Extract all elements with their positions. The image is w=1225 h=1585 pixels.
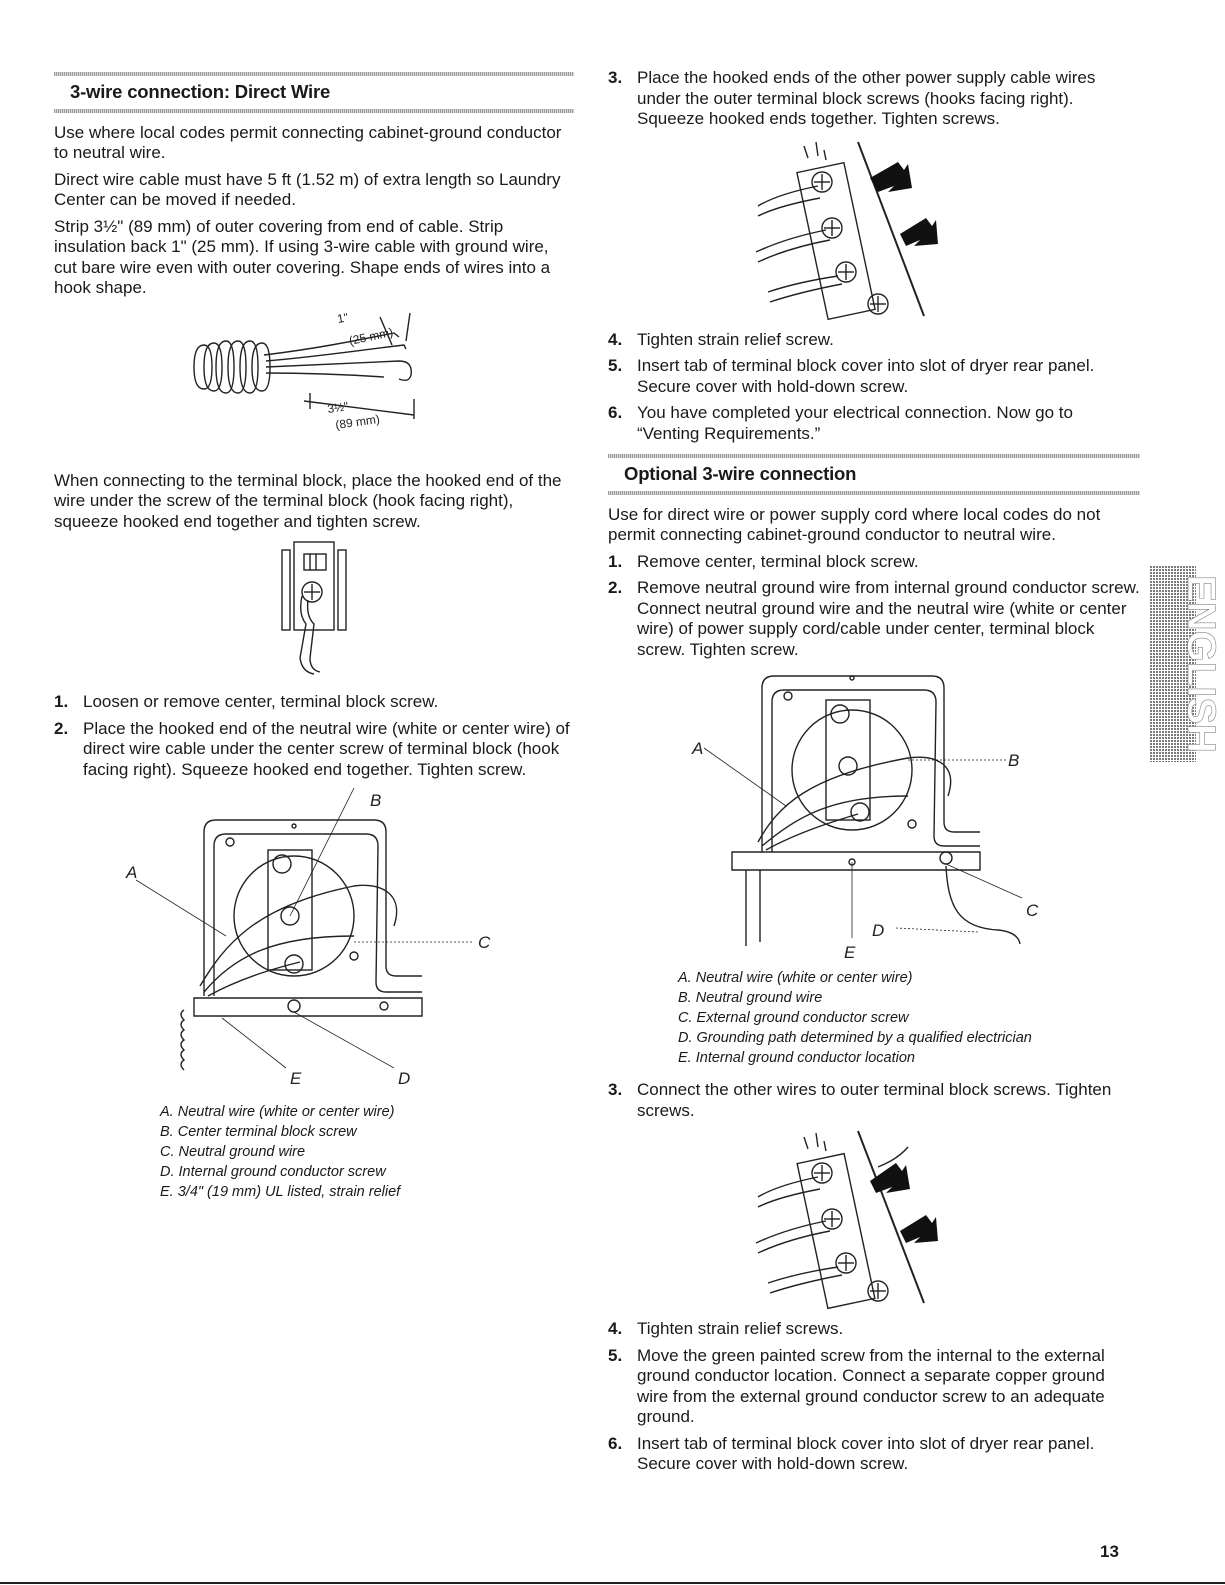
caption-line: D. Grounding path determined by a qualified electrician bbox=[678, 1030, 1032, 1046]
step-item bbox=[608, 1319, 1140, 1340]
page-number: 13 bbox=[1100, 1542, 1119, 1561]
step-text: Connect the other wires to outer terminal block screws. Tighten screws. bbox=[637, 1080, 1112, 1120]
figure-caption bbox=[678, 968, 1140, 1068]
paragraph: Use for direct wire or power supply cord where local codes do not permit connecting cabinet-ground conductor to neutral wire. bbox=[608, 504, 1101, 544]
step-text: Tighten strain relief screw. bbox=[637, 329, 834, 349]
label-a: A bbox=[126, 863, 138, 882]
caption-line: A. Neutral wire (white or center wire) bbox=[678, 970, 913, 986]
caption-line: E. Internal ground conductor location bbox=[678, 1050, 915, 1066]
label-b: B bbox=[370, 791, 382, 810]
step-number: 6. bbox=[608, 1433, 623, 1453]
step-number: 4. bbox=[608, 329, 623, 349]
paragraph: Direct wire cable must have 5 ft (1.52 m) of extra length so Laundry Center can be moved if needed. bbox=[54, 169, 561, 209]
step-number: 1. bbox=[54, 692, 69, 711]
step-number: 5. bbox=[608, 1345, 623, 1365]
caption-line: D. Internal ground conductor screw bbox=[160, 1164, 386, 1180]
paragraph: Strip 3½" (89 mm) of outer covering from end of cable. Strip insulation back 1" (25 mm). If using 3-wire cable with ground wire, cut bare wire even with outer covering. Shape ends of wires into a hook shape. bbox=[54, 216, 551, 297]
step-text: Loosen or remove center, terminal block screw. bbox=[83, 692, 439, 711]
bottom-border bbox=[0, 1582, 1225, 1584]
label-c: C bbox=[478, 933, 491, 952]
step-item bbox=[54, 692, 574, 713]
label-d: D bbox=[872, 921, 885, 940]
heading-rule-bottom bbox=[54, 109, 574, 113]
step-number: 2. bbox=[608, 578, 623, 597]
heading-rule-top bbox=[54, 72, 574, 76]
step-item bbox=[608, 68, 1140, 130]
step-text: You have completed your electrical connection. Now go to “Venting Requirements.” bbox=[637, 403, 1073, 443]
step-text: Insert tab of terminal block cover into slot of dryer rear panel. Secure cover with hold-down screw. bbox=[637, 356, 1095, 396]
step-number: 3. bbox=[608, 1080, 623, 1099]
figure-caption bbox=[160, 1102, 574, 1202]
step-number: 5. bbox=[608, 356, 623, 375]
optional-terminal-block-illustration bbox=[608, 666, 1140, 962]
caption-line: C. External ground conductor screw bbox=[678, 1010, 909, 1026]
section-heading-optional: Optional 3-wire connection bbox=[624, 463, 857, 484]
step-item bbox=[608, 356, 1140, 397]
label-e: E bbox=[290, 1069, 302, 1088]
outer-screws-illustration bbox=[608, 136, 1140, 324]
terminal-block-illustration bbox=[54, 786, 574, 1096]
label-c: C bbox=[1026, 901, 1039, 920]
step-text: Remove neutral ground wire from internal ground conductor screw. Connect neutral ground wire and the neutral wire (white or center wire) of power supply cord/cable under center, terminal block screw. Tighten screw. bbox=[637, 578, 1140, 659]
step-item bbox=[54, 719, 574, 781]
paragraph: Use where local codes permit connecting cabinet-ground conductor to neutral wire. bbox=[54, 122, 562, 162]
dimension-label: (89 mm) bbox=[334, 411, 381, 432]
dimension-label: (25 mm) bbox=[347, 324, 395, 348]
left-column bbox=[54, 72, 574, 1214]
step-text: Place the hooked ends of the other power supply cable wires under the outer terminal block screws (hooks facing right). Squeeze hooked ends together. Tighten screws. bbox=[637, 68, 1096, 128]
dimension-label: 1" bbox=[336, 309, 350, 326]
step-number: 1. bbox=[608, 551, 623, 571]
step-item bbox=[608, 552, 1140, 573]
step-item bbox=[608, 1346, 1140, 1428]
step-number: 2. bbox=[54, 718, 69, 738]
steps-list bbox=[608, 68, 1140, 130]
step-item bbox=[608, 403, 1140, 444]
step-item bbox=[608, 1080, 1140, 1121]
label-e: E bbox=[844, 943, 856, 962]
label-b: B bbox=[1008, 751, 1020, 770]
paragraph: When connecting to the terminal block, place the hooked end of the wire under the screw of the terminal block (hook facing right), squeeze hooked end together and tighten screw. bbox=[54, 470, 562, 531]
language-side-tab bbox=[1150, 566, 1223, 762]
caption-line: B. Center terminal block screw bbox=[160, 1124, 357, 1140]
step-item bbox=[608, 578, 1140, 660]
caption-line: A. Neutral wire (white or center wire) bbox=[160, 1104, 395, 1120]
steps-list bbox=[608, 552, 1140, 661]
label-d: D bbox=[398, 1069, 411, 1088]
heading-rule-bottom bbox=[608, 491, 1140, 495]
steps-list bbox=[54, 692, 574, 780]
step-number: 4. bbox=[608, 1319, 623, 1338]
step-text: Move the green painted screw from the internal to the external ground conductor location. Connect a separate copper ground wire from the external ground conductor screw to an adequate ground. bbox=[637, 1345, 1105, 1426]
label-a: A bbox=[692, 739, 704, 758]
step-item bbox=[608, 1434, 1140, 1475]
step-item bbox=[608, 330, 1140, 351]
right-column bbox=[608, 68, 1140, 1481]
caption-line: B. Neutral ground wire bbox=[678, 990, 823, 1006]
steps-list bbox=[608, 1319, 1140, 1475]
cable-strip-illustration bbox=[54, 305, 574, 465]
side-tab-text: ENGLISH bbox=[1179, 575, 1223, 753]
step-text: Insert tab of terminal block cover into slot of dryer rear panel. Secure cover with hold-down screw. bbox=[637, 1433, 1095, 1473]
step-text: Tighten strain relief screws. bbox=[637, 1319, 844, 1338]
caption-line: C. Neutral ground wire bbox=[160, 1144, 306, 1160]
step-number: 3. bbox=[608, 68, 623, 87]
step-text: Remove center, terminal block screw. bbox=[637, 551, 919, 571]
heading-rule-top bbox=[608, 454, 1140, 458]
terminal-screw-illustration bbox=[54, 538, 574, 686]
steps-list bbox=[608, 330, 1140, 445]
outer-screws-illustration-2 bbox=[608, 1127, 1140, 1313]
dimension-label: 3½" bbox=[326, 398, 350, 416]
step-text: Place the hooked end of the neutral wire (white or center wire) of direct wire cable under the center screw of terminal block (hook facing right). Squeeze hooked end together. Tighten screw. bbox=[83, 718, 570, 779]
steps-list bbox=[608, 1080, 1140, 1121]
section-heading-direct-wire: 3-wire connection: Direct Wire bbox=[70, 81, 331, 102]
caption-line: E. 3/4" (19 mm) UL listed, strain relief bbox=[160, 1184, 401, 1200]
step-number: 6. bbox=[608, 403, 623, 422]
